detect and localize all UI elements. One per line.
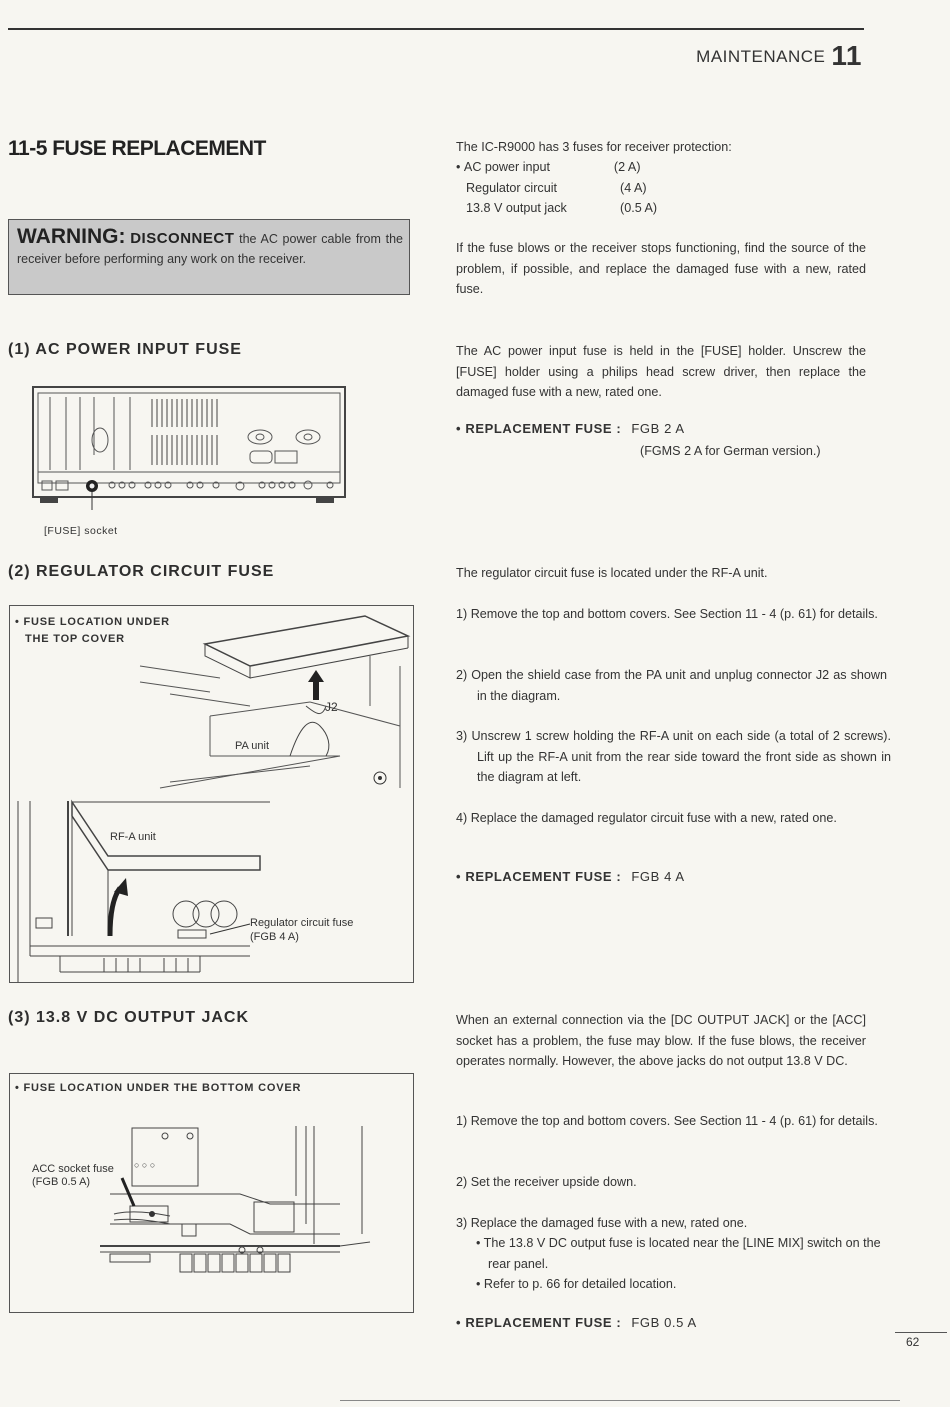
dc-replacement-label: • REPLACEMENT FUSE : bbox=[456, 1315, 622, 1330]
dc-replacement bbox=[456, 1315, 697, 1330]
dc-box-label: • FUSE LOCATION UNDER THE BOTTOM COVER bbox=[15, 1082, 302, 1094]
fuse-list bbox=[456, 157, 756, 219]
regulator-replacement-value: FGB 4 A bbox=[631, 869, 685, 884]
fuse-list-item: Regulator circuit (4 A) bbox=[466, 180, 647, 195]
dc-step: 1) Remove the top and bottom covers. See Section 11 - 4 (p. 61) for details. bbox=[456, 1114, 878, 1128]
rfa-unit-label: RF-A unit bbox=[110, 831, 156, 843]
fuse-socket-label: [FUSE] socket bbox=[44, 525, 118, 537]
regulator-replacement-label: • REPLACEMENT FUSE : bbox=[456, 869, 622, 884]
acc-fuse-label-2: (FGB 0.5 A) bbox=[32, 1176, 91, 1188]
dc-sub-bullet: • The 13.8 V DC output fuse is located near the [LINE MIX] switch on the rear panel. bbox=[476, 1236, 881, 1271]
svg-text:○ ○ ○: ○ ○ ○ bbox=[134, 1160, 156, 1170]
acc-fuse-label-1: ACC socket fuse bbox=[32, 1163, 114, 1175]
dc-step: 2) Set the receiver upside down. bbox=[456, 1175, 637, 1189]
regulator-step: 2) Open the shield case from the PA unit and unplug connector J2 as shown in the diagram. bbox=[456, 668, 887, 703]
page-number: 62 bbox=[906, 1335, 920, 1349]
dc-heading: (3) 13.8 V DC OUTPUT JACK bbox=[8, 1009, 250, 1026]
warning-line1: the AC power cable bbox=[234, 232, 352, 246]
j2-label: J2 bbox=[325, 700, 338, 714]
footer-rule bbox=[340, 1400, 900, 1401]
regulator-fuse-label-2: (FGB 4 A) bbox=[250, 931, 299, 943]
dc-intro: When an external connection via the [DC OUTPUT JACK] or the [ACC] socket has a problem, the fuse may blow. If the fuse blows, the receiver operates normally. However, the above jacks do not output 13.8 V DC. bbox=[456, 1013, 866, 1068]
dc-diagram bbox=[10, 1074, 413, 1312]
regulator-step: 4) Replace the damaged regulator circuit fuse with a new, rated one. bbox=[456, 811, 837, 825]
section-name: MAINTENANCE bbox=[696, 47, 826, 66]
regulator-intro: The regulator circuit fuse is located under the RF-A unit. bbox=[456, 566, 768, 580]
ac-replacement-label: • REPLACEMENT FUSE : bbox=[456, 421, 622, 436]
intro-note: If the fuse blows or the receiver stops functioning, find the source of the problem, if possible, and replace the damaged fuse with a new, rated fuse. bbox=[456, 241, 866, 296]
regulator-fuse-label-1: Regulator circuit fuse bbox=[250, 917, 354, 929]
warning-word: WARNING: bbox=[17, 225, 126, 248]
intro-text: The IC-R9000 has 3 fuses for receiver protection: bbox=[456, 140, 732, 154]
ac-replacement-note: (FGMS 2 A for German version.) bbox=[640, 444, 821, 458]
fuse-list-item: • AC power input (2 A) bbox=[456, 160, 641, 174]
chapter-number: 11 bbox=[831, 40, 862, 71]
ac-heading: (1) AC POWER INPUT FUSE bbox=[8, 341, 242, 358]
warning-disconnect: DISCONNECT bbox=[130, 230, 235, 247]
warning-box bbox=[8, 219, 410, 295]
header-rule bbox=[8, 28, 864, 30]
warning-text: from the receiver before performing any work on the receiver. bbox=[17, 232, 404, 266]
fuse-list-item: 13.8 V output jack (0.5 A) bbox=[466, 201, 658, 215]
dc-diagram-box bbox=[9, 1073, 414, 1313]
chapter-header bbox=[696, 40, 862, 72]
regulator-replacement bbox=[456, 869, 685, 884]
page-number-rule bbox=[895, 1332, 947, 1333]
regulator-step: 3) Unscrew 1 screw holding the RF-A unit on each side (a total of 2 screws). Lift up the RF-A unit from the rear side toward the front side as shown in the diagram at left. bbox=[456, 729, 891, 784]
regulator-diagram bbox=[10, 606, 413, 982]
ac-rear-panel-diagram bbox=[30, 385, 350, 510]
regulator-step: 1) Remove the top and bottom covers. See Section 11 - 4 (p. 61) for details. bbox=[456, 607, 878, 621]
ac-text: The AC power input fuse is held in the [FUSE] holder. Unscrew the [FUSE] holder using a philips head screw driver, then replace the damaged fuse with a new, rated one. bbox=[456, 344, 866, 399]
section-title: 11-5 FUSE REPLACEMENT bbox=[8, 137, 266, 160]
ac-replacement-value: FGB 2 A bbox=[631, 421, 685, 436]
dc-sub-bullet: • Refer to p. 66 for detailed location. bbox=[476, 1277, 677, 1291]
pa-unit-label: PA unit bbox=[235, 740, 270, 752]
regulator-heading: (2) REGULATOR CIRCUIT FUSE bbox=[8, 563, 275, 580]
ac-replacement bbox=[456, 421, 685, 436]
regulator-box-label: • FUSE LOCATION UNDER THE TOP COVER bbox=[15, 616, 170, 645]
dc-replacement-value: FGB 0.5 A bbox=[631, 1315, 697, 1330]
dc-step: 3) Replace the damaged fuse with a new, rated one. bbox=[456, 1216, 748, 1230]
regulator-diagram-box bbox=[9, 605, 414, 983]
